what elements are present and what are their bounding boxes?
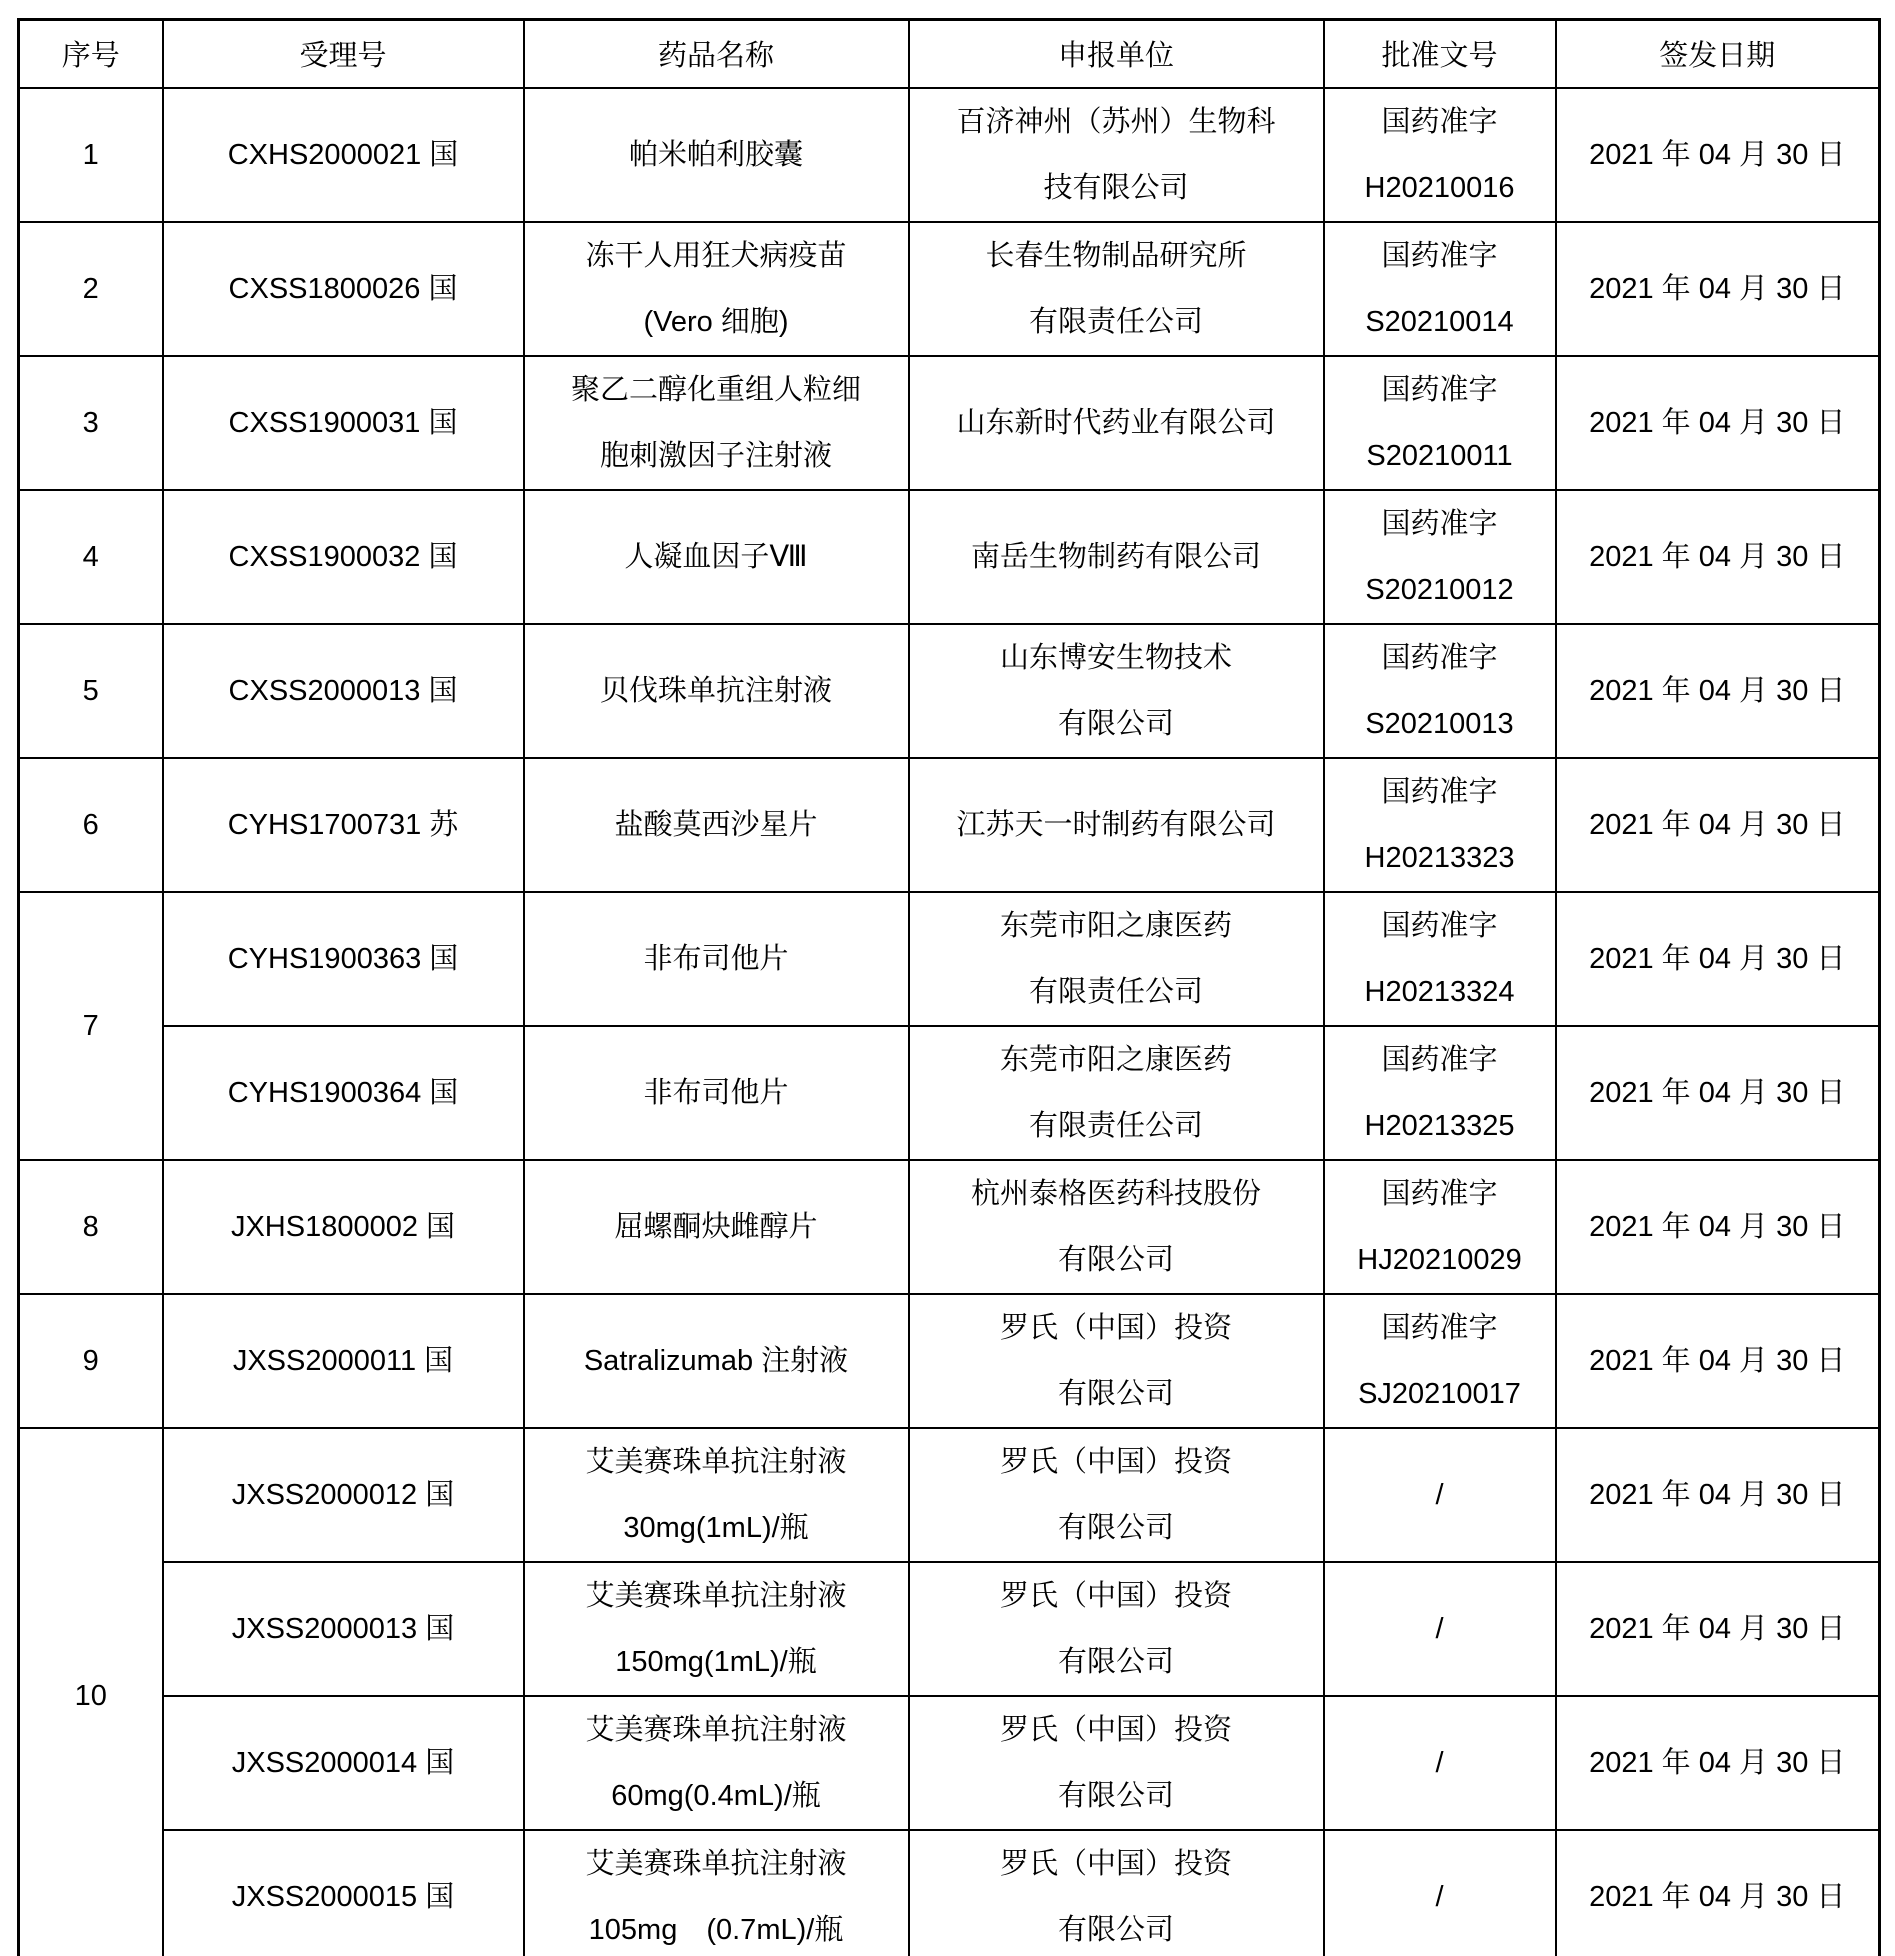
issue-date-cell-text: 2021 年 04 月 30 日 (1589, 808, 1846, 841)
drug-name-cell (524, 88, 909, 222)
applicant-cell-line: 东莞市阳之康医药 (999, 909, 1232, 942)
issue-date-cell-text: 2021 年 04 月 30 日 (1589, 1746, 1846, 1779)
applicant-cell (909, 88, 1324, 222)
approval-number-cell (1324, 222, 1556, 356)
approval-number-cell (1324, 1160, 1556, 1294)
acceptance-number-cell (163, 1026, 524, 1160)
drug-name-cell-line: 艾美赛珠单抗注射液 (585, 1713, 847, 1746)
applicant-cell-line: 有限公司 (1057, 1377, 1174, 1410)
serial-number-cell (19, 892, 163, 1160)
acceptance-number-cell (163, 222, 524, 356)
approval-number-cell (1324, 1026, 1556, 1160)
issue-date-cell (1556, 1562, 1880, 1696)
applicant-cell-line: 罗氏（中国）投资 (999, 1713, 1232, 1746)
applicant-cell (909, 758, 1324, 892)
approval-number-cell-line: H20213325 (1364, 1109, 1515, 1142)
approval-number-cell-line: S20210013 (1365, 707, 1514, 740)
issue-date-cell (1556, 1696, 1880, 1830)
applicant-cell (909, 1294, 1324, 1428)
approval-number-cell-line: 国药准字 (1381, 1043, 1498, 1076)
approval-number-cell (1324, 1294, 1556, 1428)
drug-name-cell-line: 贝伐珠单抗注射液 (599, 674, 832, 707)
approval-number-cell-line: SJ20210017 (1358, 1377, 1521, 1410)
serial-number: 3 (82, 406, 99, 439)
approval-number-cell-line: H20213323 (1364, 841, 1515, 874)
acceptance-number-cell-text: CYHS1700731 苏 (227, 808, 459, 841)
drug-name-cell-line: (Vero 细胞) (643, 305, 789, 338)
issue-date-cell (1556, 1160, 1880, 1294)
serial-number-cell (19, 356, 163, 490)
acceptance-number-cell-text: CYHS1900363 国 (227, 942, 459, 975)
approval-number-cell (1324, 1428, 1556, 1562)
approval-number-cell-line: / (1435, 1746, 1444, 1779)
table-row (19, 1830, 1880, 1956)
approval-number-cell-line: S20210011 (1366, 439, 1513, 472)
applicant-cell-line: 有限责任公司 (1028, 305, 1203, 338)
table-row (19, 356, 1880, 490)
drug-name-cell-line: 非布司他片 (643, 942, 789, 975)
applicant-cell-line: 江苏天一时制药有限公司 (956, 808, 1276, 841)
issue-date-cell-text: 2021 年 04 月 30 日 (1589, 1076, 1846, 1109)
applicant-cell (909, 222, 1324, 356)
acceptance-number-cell-text: CXSS2000013 国 (228, 674, 458, 707)
applicant-cell-line: 技有限公司 (1043, 171, 1189, 204)
approval-number-cell (1324, 892, 1556, 1026)
acceptance-number-cell (163, 758, 524, 892)
approval-number-cell-line: 国药准字 (1381, 1311, 1498, 1344)
acceptance-number-cell-text: JXSS2000015 国 (231, 1880, 455, 1913)
approval-number-cell-line: S20210012 (1365, 573, 1514, 606)
drug-name-cell-line: 30mg(1mL)/瓶 (623, 1511, 809, 1544)
drug-name-cell (524, 1830, 909, 1956)
approval-number-cell-line: / (1435, 1478, 1444, 1511)
approval-number-cell-line: 国药准字 (1381, 909, 1498, 942)
applicant-cell-line: 有限公司 (1057, 1779, 1174, 1812)
drug-name-cell-line: 人凝血因子Ⅷ (624, 540, 808, 573)
approval-number-cell-line: HJ20210029 (1357, 1243, 1522, 1276)
approval-number-cell-line: 国药准字 (1381, 105, 1498, 138)
table-row (19, 1562, 1880, 1696)
issue-date-cell-text: 2021 年 04 月 30 日 (1589, 138, 1846, 171)
table-row (19, 88, 1880, 222)
applicant-cell-line: 南岳生物制药有限公司 (970, 540, 1261, 573)
table-row (19, 1026, 1880, 1160)
approval-number-cell (1324, 1696, 1556, 1830)
acceptance-number-cell-text: JXSS2000014 国 (231, 1746, 455, 1779)
table-row (19, 490, 1880, 624)
drug-name-cell-line: 屈螺酮炔雌醇片 (614, 1210, 818, 1243)
approval-number-cell (1324, 624, 1556, 758)
acceptance-number-cell-text: CXHS2000021 国 (227, 138, 459, 171)
serial-number-cell (19, 1428, 163, 1956)
table-row (19, 624, 1880, 758)
table-container (17, 18, 1881, 1956)
acceptance-number-cell-text: JXHS1800002 国 (230, 1210, 456, 1243)
applicant-cell (909, 1026, 1324, 1160)
issue-date-cell-text: 2021 年 04 月 30 日 (1589, 272, 1846, 305)
acceptance-number-cell-text: CXSS1900031 国 (228, 406, 458, 439)
issue-date-cell (1556, 892, 1880, 1026)
approval-number-cell-line: 国药准字 (1381, 775, 1498, 808)
drug-name-cell (524, 1428, 909, 1562)
applicant-cell-line: 罗氏（中国）投资 (999, 1311, 1232, 1344)
applicant-cell-line: 有限公司 (1057, 1243, 1174, 1276)
applicant-cell-line: 有限公司 (1057, 1913, 1174, 1946)
drug-name-cell (524, 1294, 909, 1428)
drug-name-cell-line: 艾美赛珠单抗注射液 (585, 1579, 847, 1612)
approval-number-cell (1324, 88, 1556, 222)
drug-name-cell-line: 聚乙二醇化重组人粒细 (570, 373, 861, 406)
serial-number-cell (19, 758, 163, 892)
applicant-cell (909, 624, 1324, 758)
drug-name-cell (524, 222, 909, 356)
issue-date-cell (1556, 624, 1880, 758)
applicant-cell (909, 1160, 1324, 1294)
issue-date-cell (1556, 88, 1880, 222)
approval-number-cell-line: / (1435, 1612, 1444, 1645)
applicant-cell-line: 罗氏（中国）投资 (999, 1579, 1232, 1612)
acceptance-number-cell (163, 892, 524, 1026)
drug-name-cell (524, 1026, 909, 1160)
column-header-1: 受理号 (163, 20, 524, 88)
issue-date-cell (1556, 1026, 1880, 1160)
drug-name-cell-line: 150mg(1mL)/瓶 (615, 1645, 817, 1678)
serial-number: 10 (74, 1679, 107, 1712)
issue-date-cell (1556, 490, 1880, 624)
serial-number-cell (19, 222, 163, 356)
applicant-cell-line: 有限责任公司 (1028, 1109, 1203, 1142)
applicant-cell (909, 1830, 1324, 1956)
applicant-cell-line: 有限责任公司 (1028, 975, 1203, 1008)
acceptance-number-cell-text: JXSS2000013 国 (231, 1612, 455, 1645)
drug-name-cell (524, 1160, 909, 1294)
serial-number-cell (19, 624, 163, 758)
approval-number-cell (1324, 1830, 1556, 1956)
issue-date-cell-text: 2021 年 04 月 30 日 (1589, 1612, 1846, 1645)
approval-number-cell (1324, 490, 1556, 624)
issue-date-cell-text: 2021 年 04 月 30 日 (1589, 1880, 1846, 1913)
issue-date-cell (1556, 356, 1880, 490)
serial-number-cell (19, 490, 163, 624)
issue-date-cell-text: 2021 年 04 月 30 日 (1589, 1210, 1846, 1243)
applicant-cell (909, 1562, 1324, 1696)
acceptance-number-cell (163, 1830, 524, 1956)
acceptance-number-cell (163, 1696, 524, 1830)
drug-name-cell-line: 非布司他片 (643, 1076, 789, 1109)
serial-number: 7 (82, 1009, 99, 1042)
serial-number: 6 (82, 808, 99, 841)
table-row (19, 222, 1880, 356)
acceptance-number-cell-text: CXSS1800026 国 (228, 272, 458, 305)
applicant-cell-line: 长春生物制品研究所 (985, 239, 1247, 272)
issue-date-cell-text: 2021 年 04 月 30 日 (1589, 1478, 1846, 1511)
acceptance-number-cell (163, 1562, 524, 1696)
applicant-cell (909, 1428, 1324, 1562)
drug-name-cell (524, 758, 909, 892)
drug-name-cell-line: 105mg (0.7mL)/瓶 (588, 1913, 844, 1946)
drug-name-cell (524, 892, 909, 1026)
table-row (19, 1160, 1880, 1294)
approval-number-cell (1324, 1562, 1556, 1696)
approval-number-cell-line: 国药准字 (1381, 641, 1498, 674)
drug-name-cell-line: 艾美赛珠单抗注射液 (585, 1847, 847, 1880)
drug-approval-table (17, 18, 1881, 1956)
applicant-cell-line: 山东博安生物技术 (999, 641, 1232, 674)
acceptance-number-cell (163, 1294, 524, 1428)
issue-date-cell-text: 2021 年 04 月 30 日 (1589, 406, 1846, 439)
acceptance-number-cell-text: CXSS1900032 国 (228, 540, 458, 573)
drug-name-cell (524, 624, 909, 758)
approval-number-cell (1324, 758, 1556, 892)
drug-name-cell-line: 胞刺激因子注射液 (599, 439, 832, 472)
approval-number-cell-line: 国药准字 (1381, 1177, 1498, 1210)
header-row (19, 20, 1880, 88)
serial-number-cell (19, 1294, 163, 1428)
table-row (19, 1428, 1880, 1562)
issue-date-cell (1556, 1294, 1880, 1428)
approval-number-cell (1324, 356, 1556, 490)
table-row (19, 1696, 1880, 1830)
drug-name-cell-line: 艾美赛珠单抗注射液 (585, 1445, 847, 1478)
applicant-cell-line: 有限公司 (1057, 707, 1174, 740)
approval-number-cell-line: H20213324 (1364, 975, 1515, 1008)
table-body (19, 88, 1880, 1956)
serial-number: 2 (82, 272, 99, 305)
serial-number: 1 (82, 138, 99, 171)
applicant-cell (909, 892, 1324, 1026)
approval-number-cell-line: 国药准字 (1381, 239, 1498, 272)
table-row (19, 892, 1880, 1026)
approval-number-cell-line: 国药准字 (1381, 373, 1498, 406)
drug-name-cell (524, 490, 909, 624)
drug-name-cell-line: 帕米帕利胶囊 (628, 138, 803, 171)
issue-date-cell (1556, 1428, 1880, 1562)
issue-date-cell (1556, 222, 1880, 356)
acceptance-number-cell (163, 490, 524, 624)
drug-name-cell (524, 356, 909, 490)
serial-number: 9 (82, 1344, 99, 1377)
serial-number: 8 (82, 1210, 99, 1243)
approval-number-cell-line: / (1435, 1880, 1444, 1913)
applicant-cell-line: 山东新时代药业有限公司 (956, 406, 1276, 439)
applicant-cell-line: 东莞市阳之康医药 (999, 1043, 1232, 1076)
serial-number-cell (19, 88, 163, 222)
issue-date-cell (1556, 758, 1880, 892)
drug-name-cell-line: 盐酸莫西沙星片 (614, 808, 818, 841)
applicant-cell (909, 1696, 1324, 1830)
serial-number: 5 (82, 674, 99, 707)
column-header-5: 签发日期 (1556, 20, 1880, 88)
issue-date-cell-text: 2021 年 04 月 30 日 (1589, 1344, 1846, 1377)
acceptance-number-cell-text: JXSS2000011 国 (232, 1344, 454, 1377)
applicant-cell-line: 百济神州（苏州）生物科 (956, 105, 1276, 138)
drug-name-cell (524, 1562, 909, 1696)
acceptance-number-cell (163, 356, 524, 490)
issue-date-cell-text: 2021 年 04 月 30 日 (1589, 540, 1846, 573)
applicant-cell-line: 有限公司 (1057, 1645, 1174, 1678)
applicant-cell (909, 490, 1324, 624)
acceptance-number-cell-text: CYHS1900364 国 (227, 1076, 459, 1109)
column-header-2: 药品名称 (524, 20, 909, 88)
column-header-0: 序号 (19, 20, 163, 88)
serial-number-cell (19, 1160, 163, 1294)
column-header-4: 批准文号 (1324, 20, 1556, 88)
approval-number-cell-line: S20210014 (1365, 305, 1514, 338)
drug-name-cell-line: Satralizumab 注射液 (583, 1344, 849, 1377)
applicant-cell-line: 有限公司 (1057, 1511, 1174, 1544)
applicant-cell-line: 罗氏（中国）投资 (999, 1847, 1232, 1880)
applicant-cell-line: 罗氏（中国）投资 (999, 1445, 1232, 1478)
serial-number: 4 (82, 540, 99, 573)
drug-name-cell-line: 60mg(0.4mL)/瓶 (611, 1779, 821, 1812)
approval-number-cell-line: H20210016 (1364, 171, 1515, 204)
table-row (19, 1294, 1880, 1428)
drug-name-cell-line: 冻干人用狂犬病疫苗 (585, 239, 847, 272)
drug-name-cell (524, 1696, 909, 1830)
issue-date-cell (1556, 1830, 1880, 1956)
acceptance-number-cell-text: JXSS2000012 国 (231, 1478, 455, 1511)
approval-number-cell-line: 国药准字 (1381, 507, 1498, 540)
acceptance-number-cell (163, 88, 524, 222)
issue-date-cell-text: 2021 年 04 月 30 日 (1589, 674, 1846, 707)
table-row (19, 758, 1880, 892)
applicant-cell-line: 杭州泰格医药科技股份 (970, 1177, 1261, 1210)
column-header-3: 申报单位 (909, 20, 1324, 88)
acceptance-number-cell (163, 1428, 524, 1562)
acceptance-number-cell (163, 624, 524, 758)
issue-date-cell-text: 2021 年 04 月 30 日 (1589, 942, 1846, 975)
acceptance-number-cell (163, 1160, 524, 1294)
applicant-cell (909, 356, 1324, 490)
